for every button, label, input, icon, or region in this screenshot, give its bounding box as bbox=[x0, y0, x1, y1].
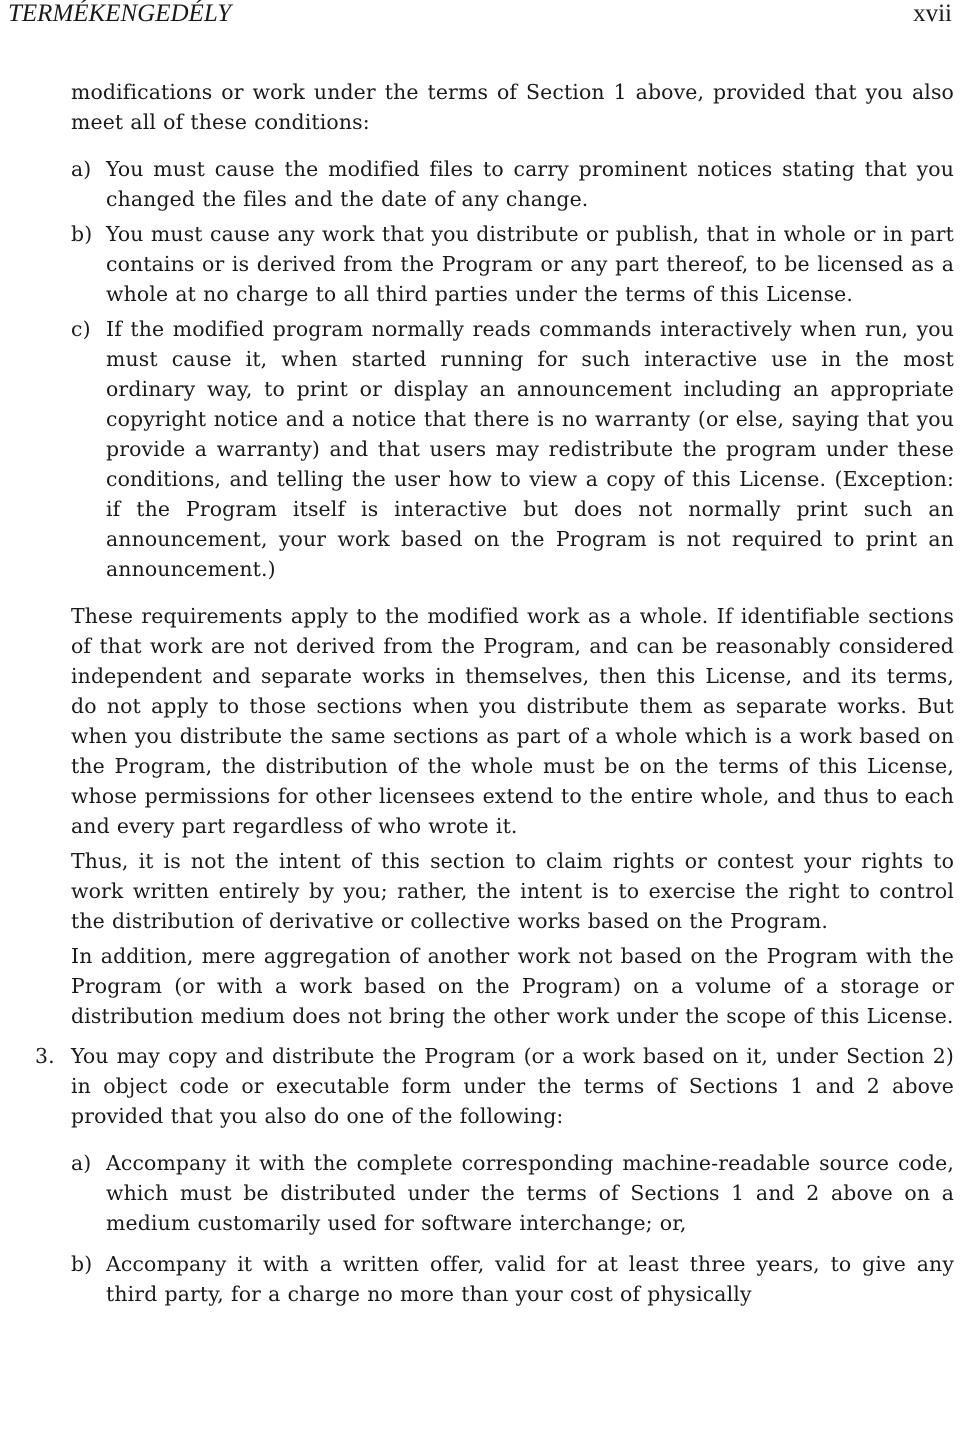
page-body bbox=[35, 77, 954, 1309]
option-b bbox=[71, 1249, 954, 1309]
page-number: xvii bbox=[913, 0, 952, 27]
condition-text: If the modified program normally reads commands interactively when run, you must cause it, when started running for such interactive use in the most ordinary way, to print or display an announcement including an appropriate copyright notice and a notice that there is no warranty (or else, saying that you provide a warranty) and that users may redistribute the program under these conditions, and telling the user how to view a copy of this License. (Exception: if the Program itself is interactive but does not normally print such an announcement, your work based on the Program is not required to print an announcement.) bbox=[106, 317, 954, 581]
condition-label: b) bbox=[71, 222, 93, 246]
condition-label: c) bbox=[71, 317, 91, 341]
option-text: Accompany it with the complete corresponding machine-readable source code, which must be distributed under the terms of Sections 1 and 2 above on a medium customarily used for software interchange; or, bbox=[106, 1151, 954, 1235]
body-paragraph: These requirements apply to the modified work as a whole. If identifiable sections of that work are not derived from the Program, and can be reasonably considered independent and separate works in themselves, then this License, and its terms, do not apply to those sections when you distribute them as separate works. But when you distribute the same sections as part of a whole which is a work based on the Program, the distribution of the whole must be on the terms of this License, whose permissions for other licensees extend to the entire whole, and thus to each and every part regardless of who wrote it. bbox=[71, 604, 954, 838]
condition-b bbox=[71, 219, 954, 309]
section-3 bbox=[35, 1041, 954, 1131]
option-a bbox=[71, 1148, 954, 1238]
body-paragraph: Thus, it is not the intent of this section to claim rights or contest your rights to work written entirely by you; rather, the intent is to exercise the right to control the distribution of derivative or collective works based on the Program. bbox=[71, 849, 954, 933]
condition-text: You must cause any work that you distribute or publish, that in whole or in part contains or is derived from the Program or any part thereof, to be licensed as a whole at no charge to all third parties under the terms of this License. bbox=[106, 222, 954, 306]
condition-a bbox=[71, 154, 954, 214]
option-text: Accompany it with a written offer, valid for at least three years, to give any third party, for a charge no more than your cost of physically bbox=[106, 1252, 954, 1306]
section-number: 3. bbox=[35, 1044, 55, 1068]
body-paragraph: In addition, mere aggregation of another work not based on the Program with the Program (or with a work based on the Program) on a volume of a storage or distribution medium does not bring the other work under the scope of this License. bbox=[71, 944, 954, 1028]
condition-c bbox=[71, 314, 954, 584]
section-text: You may copy and distribute the Program (or a work based on it, under Section 2) in object code or executable form under the terms of Sections 1 and 2 above provided that you also do one of the following: bbox=[71, 1044, 954, 1128]
option-label: b) bbox=[71, 1252, 93, 1276]
header-title: TERMÉKENGEDÉLY bbox=[8, 0, 232, 27]
option-label: a) bbox=[71, 1151, 92, 1175]
running-header bbox=[8, 0, 952, 34]
condition-label: a) bbox=[71, 157, 92, 181]
intro-paragraph: modifications or work under the terms of Section 1 above, provided that you also meet all of these conditions: bbox=[71, 80, 954, 134]
condition-text: You must cause the modified files to carry prominent notices stating that you changed the files and the date of any change. bbox=[106, 157, 954, 211]
